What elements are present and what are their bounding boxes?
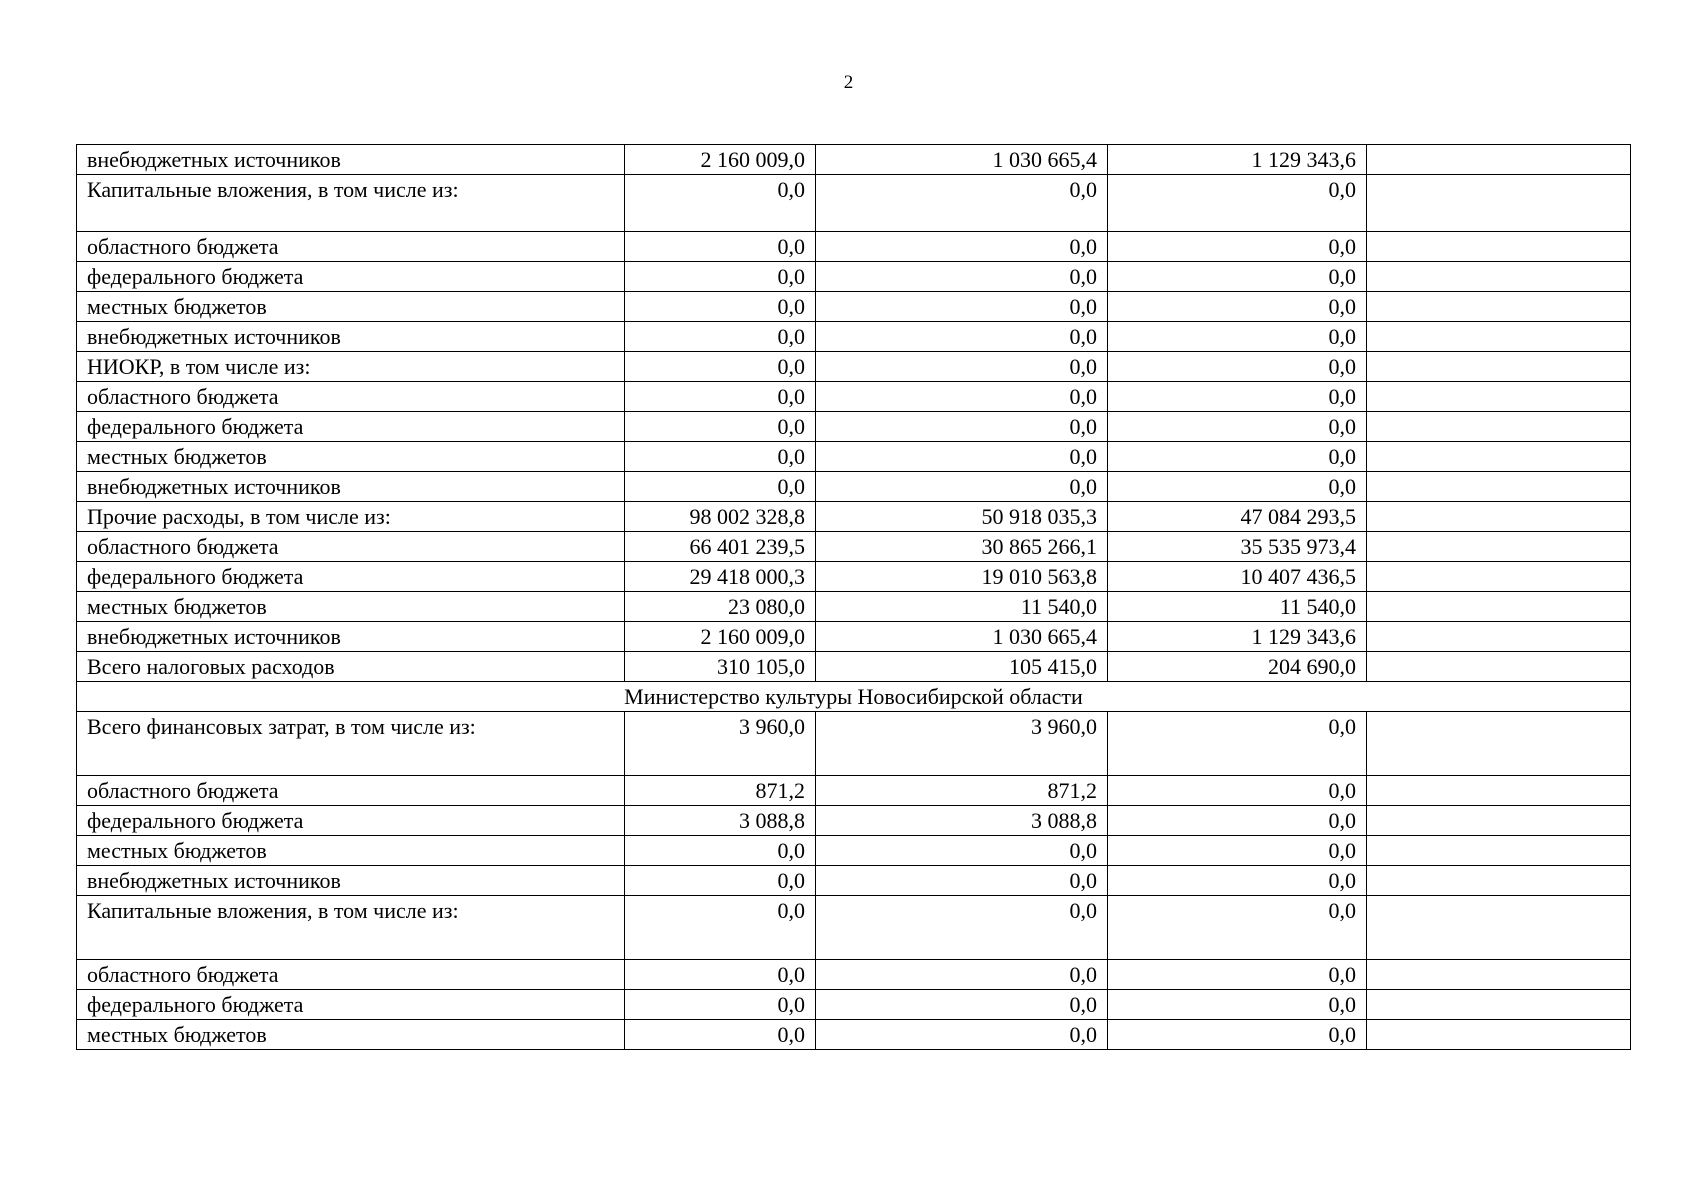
value-total: 0,0 — [625, 866, 816, 896]
value-col-4 — [1367, 622, 1631, 652]
value-col-3: 0,0 — [1108, 712, 1367, 776]
value-col-2: 0,0 — [816, 412, 1108, 442]
value-col-2: 0,0 — [816, 262, 1108, 292]
value-col-4 — [1367, 292, 1631, 322]
value-col-2: 105 415,0 — [816, 652, 1108, 682]
value-total: 66 401 239,5 — [625, 532, 816, 562]
value-col-2: 0,0 — [816, 322, 1108, 352]
table-row — [77, 352, 1631, 382]
value-col-4 — [1367, 382, 1631, 412]
table-row — [77, 382, 1631, 412]
section-header-row — [77, 682, 1631, 712]
value-col-4 — [1367, 262, 1631, 292]
value-col-4 — [1367, 990, 1631, 1020]
table-row — [77, 502, 1631, 532]
value-col-4 — [1367, 836, 1631, 866]
value-col-4 — [1367, 472, 1631, 502]
value-col-3: 0,0 — [1108, 412, 1367, 442]
value-total: 0,0 — [625, 175, 816, 232]
table-row — [77, 776, 1631, 806]
value-col-3: 0,0 — [1108, 806, 1367, 836]
value-col-2: 0,0 — [816, 1020, 1108, 1050]
table-row — [77, 175, 1631, 232]
row-label: Прочие расходы, в том числе из: — [77, 502, 625, 532]
row-label: внебюджетных источников — [77, 145, 625, 175]
table-row — [77, 292, 1631, 322]
value-total: 0,0 — [625, 896, 816, 960]
value-col-2: 0,0 — [816, 175, 1108, 232]
value-col-4 — [1367, 592, 1631, 622]
table-row — [77, 322, 1631, 352]
value-col-4 — [1367, 1020, 1631, 1050]
value-col-4 — [1367, 806, 1631, 836]
value-col-4 — [1367, 960, 1631, 990]
row-label: местных бюджетов — [77, 292, 625, 322]
value-col-4 — [1367, 502, 1631, 532]
value-total: 0,0 — [625, 232, 816, 262]
value-total: 0,0 — [625, 990, 816, 1020]
value-col-4 — [1367, 232, 1631, 262]
value-col-3: 0,0 — [1108, 472, 1367, 502]
row-label: местных бюджетов — [77, 836, 625, 866]
value-total: 3 960,0 — [625, 712, 816, 776]
value-col-2: 0,0 — [816, 352, 1108, 382]
value-col-2: 11 540,0 — [816, 592, 1108, 622]
table-row — [77, 562, 1631, 592]
budget-table-body — [77, 145, 1631, 1050]
value-col-4 — [1367, 412, 1631, 442]
table-row — [77, 652, 1631, 682]
row-label: областного бюджета — [77, 382, 625, 412]
value-col-3: 0,0 — [1108, 292, 1367, 322]
row-label: НИОКР, в том числе из: — [77, 352, 625, 382]
value-col-3: 0,0 — [1108, 960, 1367, 990]
table-row — [77, 622, 1631, 652]
value-total: 0,0 — [625, 412, 816, 442]
value-col-4 — [1367, 442, 1631, 472]
row-label: внебюджетных источников — [77, 622, 625, 652]
value-col-4 — [1367, 776, 1631, 806]
value-col-2: 0,0 — [816, 960, 1108, 990]
table-row — [77, 262, 1631, 292]
table-row — [77, 532, 1631, 562]
value-col-4 — [1367, 866, 1631, 896]
value-col-2: 0,0 — [816, 990, 1108, 1020]
row-label: местных бюджетов — [77, 1020, 625, 1050]
table-row — [77, 145, 1631, 175]
row-label: областного бюджета — [77, 232, 625, 262]
table-row — [77, 412, 1631, 442]
value-col-2: 3 960,0 — [816, 712, 1108, 776]
row-label: областного бюджета — [77, 776, 625, 806]
value-col-3: 47 084 293,5 — [1108, 502, 1367, 532]
value-col-2: 1 030 665,4 — [816, 622, 1108, 652]
value-col-3: 0,0 — [1108, 836, 1367, 866]
value-total: 29 418 000,3 — [625, 562, 816, 592]
value-col-3: 35 535 973,4 — [1108, 532, 1367, 562]
value-col-3: 204 690,0 — [1108, 652, 1367, 682]
row-label: федерального бюджета — [77, 806, 625, 836]
row-label: местных бюджетов — [77, 592, 625, 622]
value-col-4 — [1367, 145, 1631, 175]
value-col-3: 0,0 — [1108, 322, 1367, 352]
value-col-3: 10 407 436,5 — [1108, 562, 1367, 592]
value-col-3: 1 129 343,6 — [1108, 145, 1367, 175]
row-label: федерального бюджета — [77, 562, 625, 592]
value-total: 0,0 — [625, 836, 816, 866]
table-row — [77, 866, 1631, 896]
table-row — [77, 836, 1631, 866]
value-col-2: 19 010 563,8 — [816, 562, 1108, 592]
value-total: 23 080,0 — [625, 592, 816, 622]
value-total: 0,0 — [625, 262, 816, 292]
value-total: 0,0 — [625, 442, 816, 472]
value-total: 0,0 — [625, 382, 816, 412]
table-row — [77, 592, 1631, 622]
value-col-2: 0,0 — [816, 382, 1108, 412]
value-total: 2 160 009,0 — [625, 622, 816, 652]
value-total: 871,2 — [625, 776, 816, 806]
value-total: 0,0 — [625, 472, 816, 502]
value-col-3: 0,0 — [1108, 442, 1367, 472]
row-label: местных бюджетов — [77, 442, 625, 472]
value-total: 0,0 — [625, 322, 816, 352]
value-total: 0,0 — [625, 292, 816, 322]
value-col-4 — [1367, 352, 1631, 382]
table-row — [77, 990, 1631, 1020]
value-col-4 — [1367, 175, 1631, 232]
row-label: внебюджетных источников — [77, 472, 625, 502]
section-title: Министерство культуры Новосибирской области — [77, 682, 1631, 712]
value-col-2: 0,0 — [816, 292, 1108, 322]
value-col-3: 0,0 — [1108, 776, 1367, 806]
value-col-2: 3 088,8 — [816, 806, 1108, 836]
value-col-3: 11 540,0 — [1108, 592, 1367, 622]
table-row — [77, 896, 1631, 960]
value-col-2: 1 030 665,4 — [816, 145, 1108, 175]
value-total: 310 105,0 — [625, 652, 816, 682]
table-row — [77, 442, 1631, 472]
value-col-4 — [1367, 652, 1631, 682]
value-col-3: 0,0 — [1108, 896, 1367, 960]
value-total: 0,0 — [625, 352, 816, 382]
value-col-3: 0,0 — [1108, 352, 1367, 382]
value-total: 0,0 — [625, 960, 816, 990]
value-col-3: 0,0 — [1108, 262, 1367, 292]
value-total: 0,0 — [625, 1020, 816, 1050]
value-col-4 — [1367, 322, 1631, 352]
value-col-3: 0,0 — [1108, 232, 1367, 262]
value-col-4 — [1367, 562, 1631, 592]
value-col-4 — [1367, 532, 1631, 562]
table-row — [77, 1020, 1631, 1050]
value-col-2: 0,0 — [816, 442, 1108, 472]
row-label: федерального бюджета — [77, 412, 625, 442]
value-total: 3 088,8 — [625, 806, 816, 836]
row-label: областного бюджета — [77, 960, 625, 990]
value-col-3: 0,0 — [1108, 382, 1367, 412]
row-label: федерального бюджета — [77, 990, 625, 1020]
value-total: 2 160 009,0 — [625, 145, 816, 175]
value-col-3: 0,0 — [1108, 1020, 1367, 1050]
table-row — [77, 232, 1631, 262]
budget-table — [76, 144, 1631, 1050]
row-label: внебюджетных источников — [77, 322, 625, 352]
value-col-2: 30 865 266,1 — [816, 532, 1108, 562]
value-col-2: 50 918 035,3 — [816, 502, 1108, 532]
table-row — [77, 472, 1631, 502]
row-label: областного бюджета — [77, 532, 625, 562]
value-col-2: 0,0 — [816, 896, 1108, 960]
value-total: 98 002 328,8 — [625, 502, 816, 532]
value-col-3: 0,0 — [1108, 990, 1367, 1020]
table-row — [77, 960, 1631, 990]
page-number: 2 — [843, 72, 854, 93]
value-col-4 — [1367, 712, 1631, 776]
value-col-2: 0,0 — [816, 866, 1108, 896]
value-col-2: 0,0 — [816, 232, 1108, 262]
value-col-3: 0,0 — [1108, 866, 1367, 896]
value-col-3: 0,0 — [1108, 175, 1367, 232]
row-label: внебюджетных источников — [77, 866, 625, 896]
value-col-2: 0,0 — [816, 836, 1108, 866]
value-col-2: 871,2 — [816, 776, 1108, 806]
row-label: федерального бюджета — [77, 262, 625, 292]
row-label: Всего налоговых расходов — [77, 652, 625, 682]
value-col-2: 0,0 — [816, 472, 1108, 502]
value-col-3: 1 129 343,6 — [1108, 622, 1367, 652]
table-row — [77, 806, 1631, 836]
table-row — [77, 712, 1631, 776]
row-label: Капитальные вложения, в том числе из: — [77, 896, 625, 960]
value-col-4 — [1367, 896, 1631, 960]
row-label: Капитальные вложения, в том числе из: — [77, 175, 625, 232]
row-label: Всего финансовых затрат, в том числе из: — [77, 712, 625, 776]
